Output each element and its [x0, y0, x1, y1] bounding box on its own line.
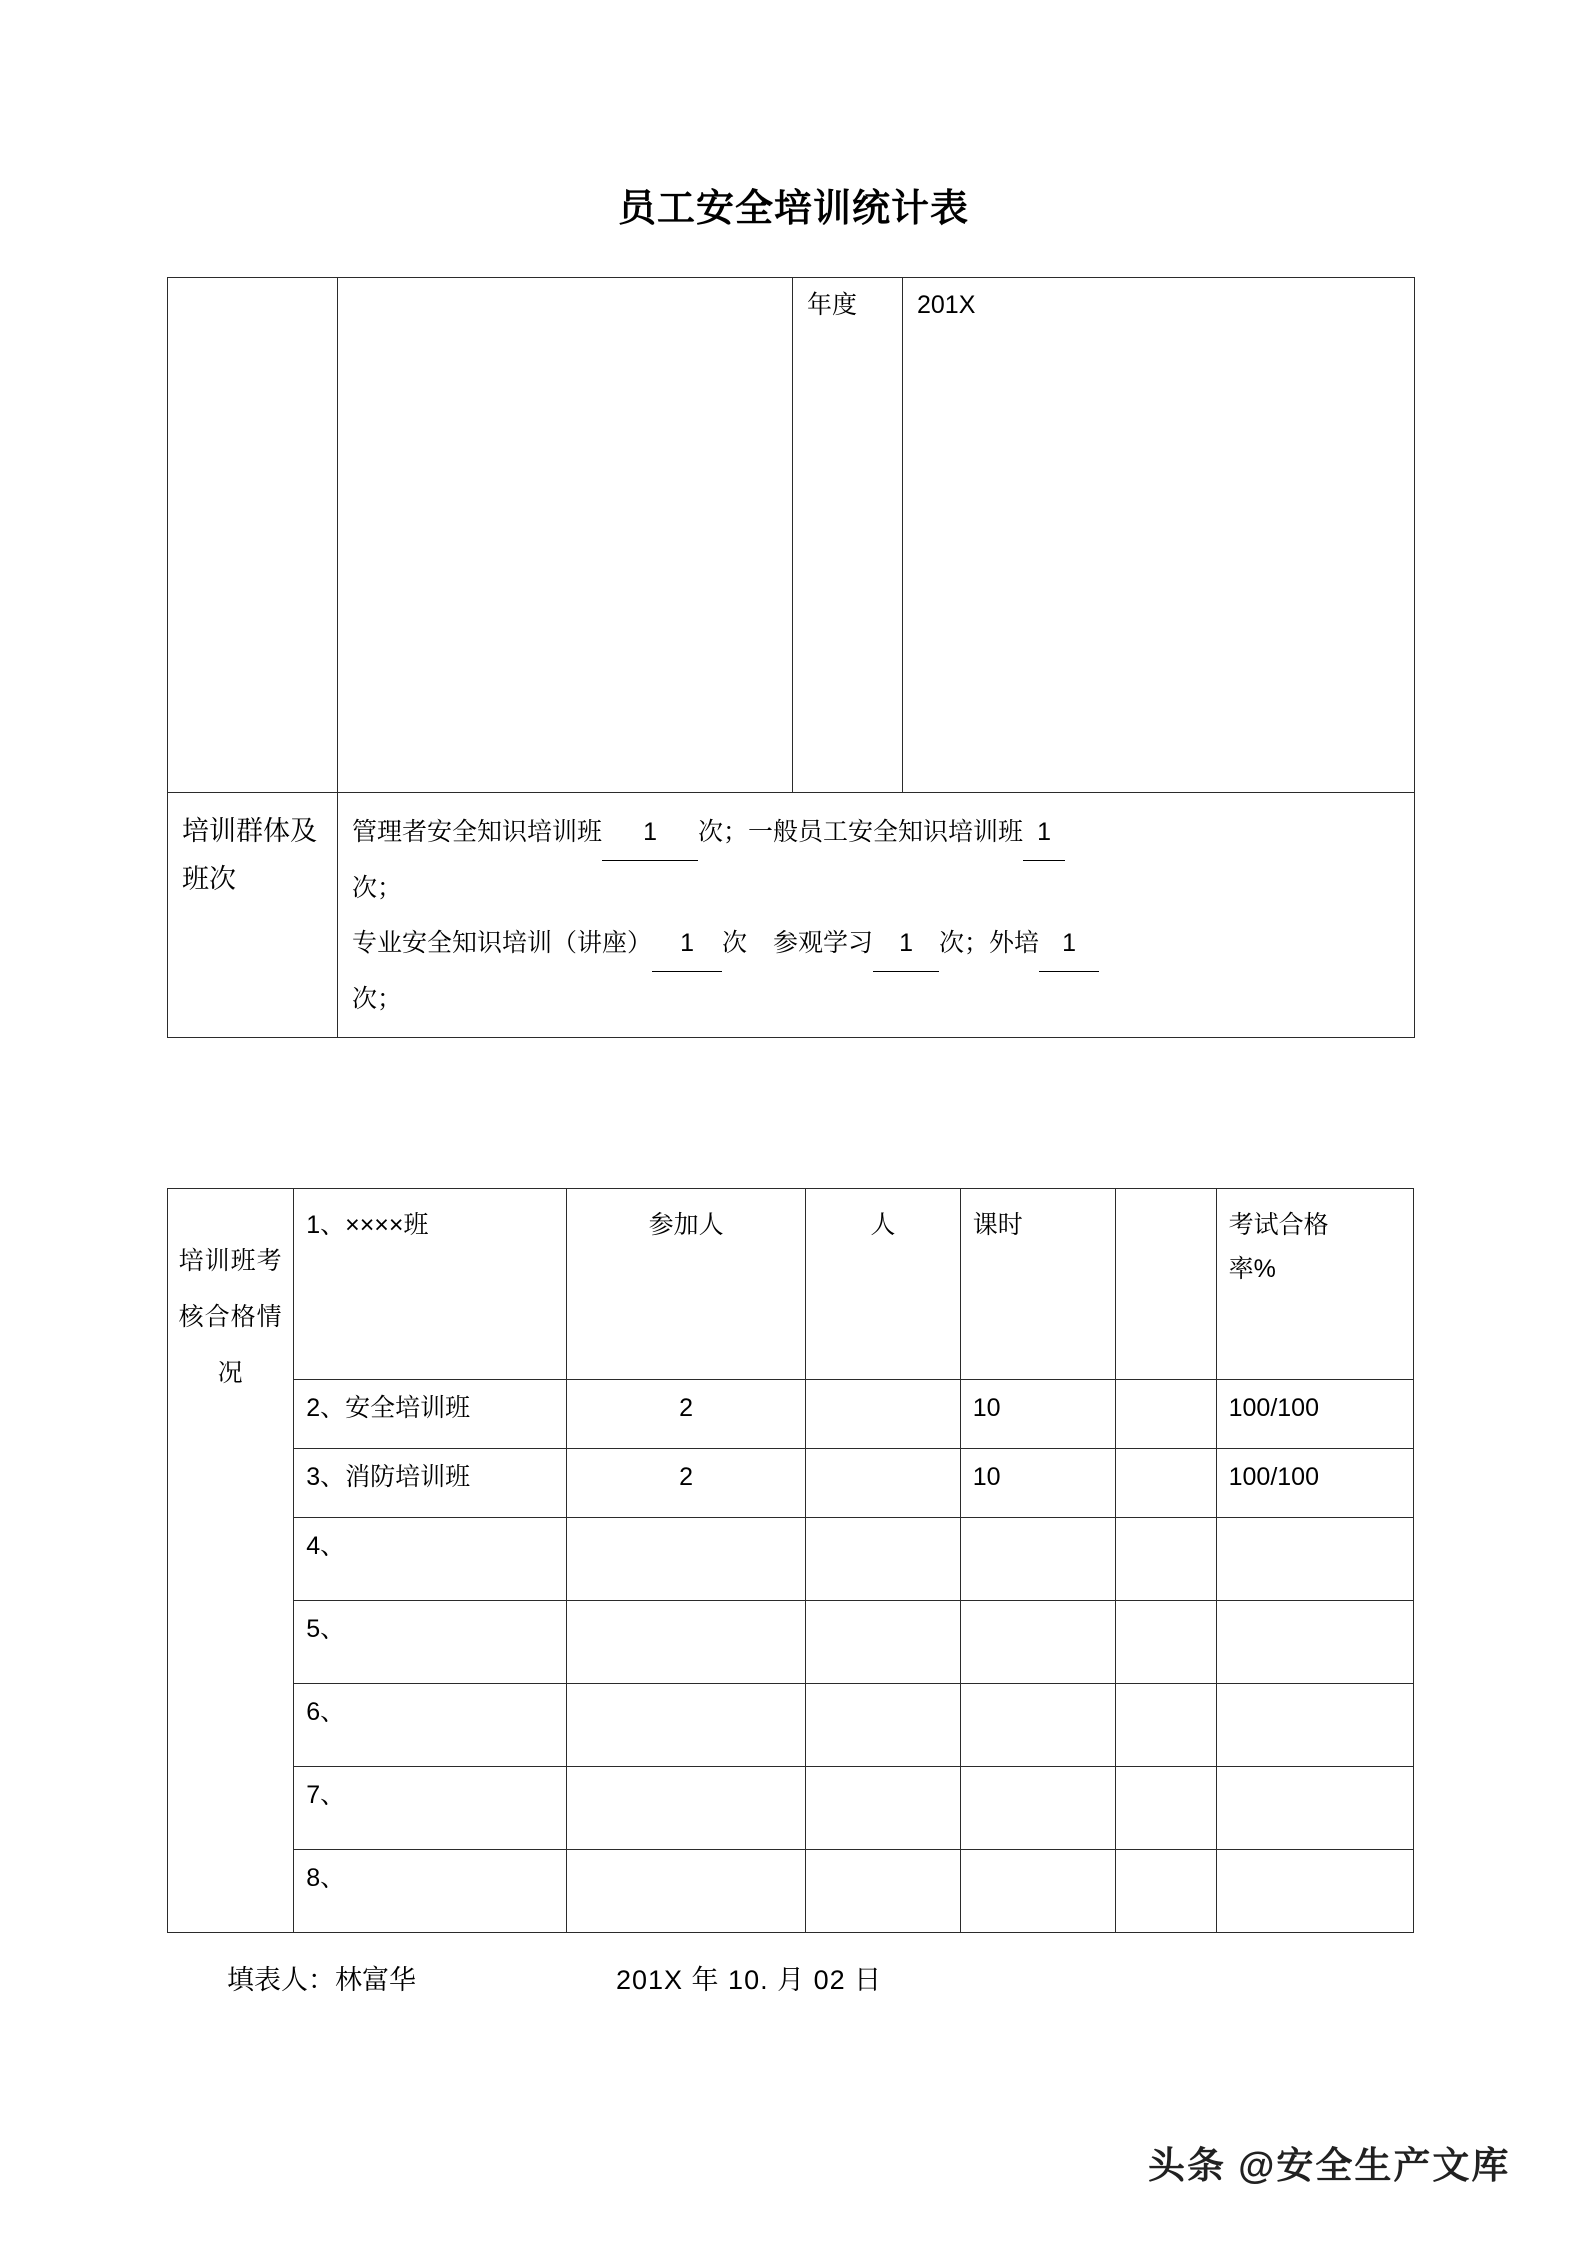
row-gap-column[interactable] — [1115, 1601, 1216, 1684]
group-line1-count-1[interactable]: 1 — [602, 805, 698, 861]
page-title: 员工安全培训统计表 — [617, 188, 969, 230]
header-pass-rate-line1: 考试合格 — [1228, 1211, 1329, 1239]
table-row — [168, 1767, 1414, 1850]
group-line-2: 次； — [352, 874, 403, 902]
row-pass-rate[interactable] — [1216, 1850, 1413, 1933]
table-header-row — [168, 1189, 1414, 1380]
row-people-unit[interactable] — [805, 1850, 960, 1933]
header-class-hours: 课时 — [960, 1189, 1115, 1380]
watermark-at-sign: @ — [1238, 2145, 1277, 2186]
row-class-hours[interactable] — [960, 1767, 1115, 1850]
row-gap-column[interactable] — [1115, 1767, 1216, 1850]
header-info-table — [167, 277, 1415, 1038]
watermark-name: 安全生产文库 — [1276, 2145, 1511, 2186]
header-pass-rate — [1216, 1189, 1413, 1380]
row-class-name[interactable]: 7、 — [294, 1767, 567, 1850]
table-row — [168, 1684, 1414, 1767]
row-gap-column[interactable] — [1115, 1684, 1216, 1767]
row-class-hours[interactable] — [960, 1601, 1115, 1684]
row-participants[interactable]: 2 — [567, 1449, 806, 1518]
row-class-name[interactable]: 6、 — [294, 1684, 567, 1767]
header-pass-rate-line2: 率% — [1228, 1255, 1276, 1283]
group-line1-count-2[interactable]: 1 — [1023, 805, 1065, 861]
row-pass-rate[interactable] — [1216, 1601, 1413, 1684]
row-class-name[interactable]: 2、安全培训班 — [294, 1380, 567, 1449]
group-line3-text-c: 参观学习 — [773, 929, 874, 957]
row-participants[interactable] — [567, 1684, 806, 1767]
year-value-cell[interactable]: 201X — [903, 278, 1415, 793]
training-group-label: 培训群体及班次 — [168, 793, 338, 1038]
row-participants[interactable] — [567, 1767, 806, 1850]
row-participants[interactable] — [567, 1850, 806, 1933]
row-participants[interactable]: 2 — [567, 1380, 806, 1449]
group-line3-text-d: 次；外培 — [939, 929, 1040, 957]
row-class-name[interactable]: 5、 — [294, 1601, 567, 1684]
header-class-name: 1、××××班 — [294, 1189, 567, 1380]
year-label-cell: 年度 — [793, 278, 903, 793]
row-class-name[interactable]: 8、 — [294, 1850, 567, 1933]
preparer-name[interactable]: 林富华 — [335, 1965, 416, 1995]
group-line-1 — [352, 805, 1404, 861]
table-row — [168, 793, 1415, 1038]
results-side-label: 培训班考核合格情况 — [168, 1189, 294, 1933]
row-class-hours[interactable] — [960, 1684, 1115, 1767]
row-pass-rate[interactable] — [1216, 1767, 1413, 1850]
row-participants[interactable] — [567, 1518, 806, 1601]
group-line-4: 次； — [352, 985, 403, 1013]
group-line3-text-b: 次 — [722, 929, 748, 957]
table-row — [168, 1449, 1414, 1518]
watermark — [1148, 2135, 1510, 2189]
row-class-hours[interactable] — [960, 1850, 1115, 1933]
row-people-unit[interactable] — [805, 1449, 960, 1518]
blank-cell-mid — [338, 278, 793, 793]
row-class-name[interactable]: 3、消防培训班 — [294, 1449, 567, 1518]
footer-signature-line — [167, 1960, 1414, 2000]
table-row — [168, 1380, 1414, 1449]
blank-cell-left — [168, 278, 338, 793]
row-people-unit[interactable] — [805, 1380, 960, 1449]
row-pass-rate[interactable] — [1216, 1518, 1413, 1601]
row-people-unit[interactable] — [805, 1518, 960, 1601]
row-pass-rate[interactable]: 100/100 — [1216, 1449, 1413, 1518]
header-participants: 参加人 — [567, 1189, 806, 1380]
header-gap-column — [1115, 1189, 1216, 1380]
row-gap-column[interactable] — [1115, 1380, 1216, 1449]
footer-date[interactable]: 201X 年 10. 月 02 日 — [616, 1965, 883, 1995]
row-pass-rate[interactable] — [1216, 1684, 1413, 1767]
header-people-unit: 人 — [805, 1189, 960, 1380]
row-class-hours[interactable]: 10 — [960, 1449, 1115, 1518]
row-class-hours[interactable]: 10 — [960, 1380, 1115, 1449]
row-people-unit[interactable] — [805, 1684, 960, 1767]
row-people-unit[interactable] — [805, 1767, 960, 1850]
preparer-label: 填表人： — [227, 1965, 335, 1995]
table-row — [168, 1518, 1414, 1601]
group-line3-text-a: 专业安全知识培训（讲座） — [352, 929, 653, 957]
training-results-table — [167, 1188, 1414, 1933]
group-line3-count-3[interactable]: 1 — [1039, 916, 1099, 972]
table-row — [168, 278, 1415, 793]
row-pass-rate[interactable]: 100/100 — [1216, 1380, 1413, 1449]
group-line-3 — [352, 916, 1404, 972]
row-gap-column[interactable] — [1115, 1518, 1216, 1601]
training-group-content — [338, 793, 1415, 1038]
table-row — [168, 1850, 1414, 1933]
watermark-prefix: 头条 — [1148, 2145, 1239, 2186]
row-people-unit[interactable] — [805, 1601, 960, 1684]
row-class-name[interactable]: 4、 — [294, 1518, 567, 1601]
group-line3-count-1[interactable]: 1 — [652, 916, 722, 972]
group-line1-text-b: 次；一般员工安全知识培训班 — [698, 818, 1024, 846]
group-line3-count-2[interactable]: 1 — [873, 916, 939, 972]
row-class-hours[interactable] — [960, 1518, 1115, 1601]
row-gap-column[interactable] — [1115, 1850, 1216, 1933]
row-participants[interactable] — [567, 1601, 806, 1684]
row-gap-column[interactable] — [1115, 1449, 1216, 1518]
group-line1-text-a: 管理者安全知识培训班 — [352, 818, 603, 846]
table-row — [168, 1601, 1414, 1684]
